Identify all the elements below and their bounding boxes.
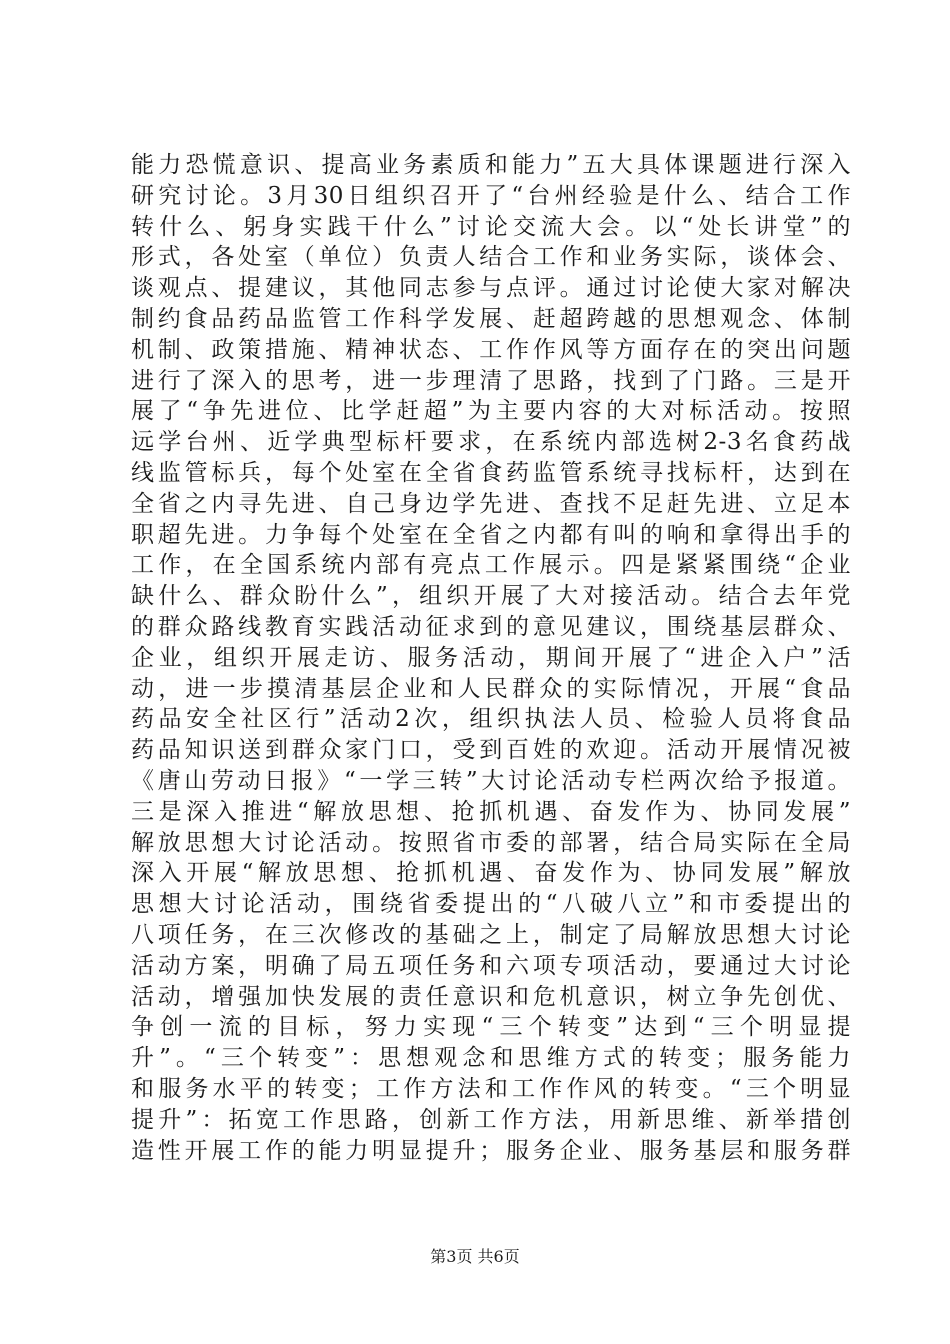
text-line: 三是深入推进“解放思想、抢抓机遇、奋发作为、协同发展” (131, 798, 851, 825)
text-line: 提升”：拓宽工作思路，创新工作方法，用新思维、新举措创 (131, 1106, 851, 1133)
text-line: 药品安全社区行”活动2次，组织执法人员、检验人员将食品 (131, 706, 851, 733)
text-line: 形式，各处室（单位）负责人结合工作和业务实际，谈体会、 (131, 244, 851, 271)
text-line: 转什么、躬身实践干什么”讨论交流大会。以“处长讲堂”的 (131, 213, 851, 240)
text-line: 造性开展工作的能力明显提升；服务企业、服务基层和服务群 (131, 1137, 851, 1164)
text-line: 的群众路线教育实践活动征求到的意见建议，围绕基层群众、 (131, 613, 851, 640)
text-line: 制约食品药品监管工作科学发展、赶超跨越的思想观念、体制 (131, 305, 851, 332)
text-line: 《唐山劳动日报》“一学三转”大讨论活动专栏两次给予报道。 (131, 767, 851, 794)
page-footer: 第3页 共6页 (430, 1247, 520, 1266)
text-line: 动，进一步摸清基层企业和人民群众的实际情况，开展“食品 (131, 675, 851, 702)
text-line: 谈观点、提建议，其他同志参与点评。通过讨论使大家对解决 (131, 275, 851, 302)
text-line: 升”。“三个转变”：思想观念和思维方式的转变；服务能力 (131, 1045, 851, 1072)
text-line: 工作，在全国系统内部有亮点工作展示。四是紧紧围绕“企业 (131, 552, 851, 579)
text-line: 八项任务，在三次修改的基础之上，制定了局解放思想大讨论 (131, 921, 851, 948)
text-line: 缺什么、群众盼什么”，组织开展了大对接活动。结合去年党 (131, 583, 851, 610)
text-line: 线监管标兵，每个处室在全省食药监管系统寻找标杆，达到在 (131, 459, 851, 486)
text-line: 远学台州、近学典型标杆要求，在系统内部选树2-3名食药战 (131, 429, 851, 456)
text-line: 能力恐慌意识、提高业务素质和能力”五大具体课题进行深入 (131, 152, 851, 178)
body-text (131, 150, 851, 1166)
text-line: 解放思想大讨论活动。按照省市委的部署，结合局实际在全局 (131, 829, 851, 856)
text-line: 活动方案，明确了局五项任务和六项专项活动，要通过大讨论 (131, 952, 851, 979)
text-line: 展了“争先进位、比学赶超”为主要内容的大对标活动。按照 (131, 398, 851, 425)
text-line: 研究讨论。3月30日组织召开了“台州经验是什么、结合工作 (131, 182, 851, 209)
text-line: 深入开展“解放思想、抢抓机遇、奋发作为、协同发展”解放 (131, 860, 851, 887)
text-line: 思想大讨论活动，围绕省委提出的“八破八立”和市委提出的 (131, 891, 851, 918)
text-line: 药品知识送到群众家门口，受到百姓的欢迎。活动开展情况被 (131, 737, 851, 764)
text-line: 进行了深入的思考，进一步理清了思路，找到了门路。三是开 (131, 367, 851, 394)
text-line: 争创一流的目标，努力实现“三个转变”达到“三个明显提 (131, 1014, 851, 1041)
text-line: 全省之内寻先进、自己身边学先进、查找不足赶先进、立足本 (131, 490, 851, 517)
text-line: 机制、政策措施、精神状态、工作作风等方面存在的突出问题 (131, 336, 851, 363)
text-line: 企业，组织开展走访、服务活动，期间开展了“进企入户”活 (131, 644, 851, 671)
text-line: 和服务水平的转变；工作方法和工作作风的转变。“三个明显 (131, 1075, 851, 1102)
text-line: 活动，增强加快发展的责任意识和危机意识，树立争先创优、 (131, 983, 851, 1010)
text-line: 职超先进。力争每个处室在全省之内都有叫的响和拿得出手的 (131, 521, 851, 548)
